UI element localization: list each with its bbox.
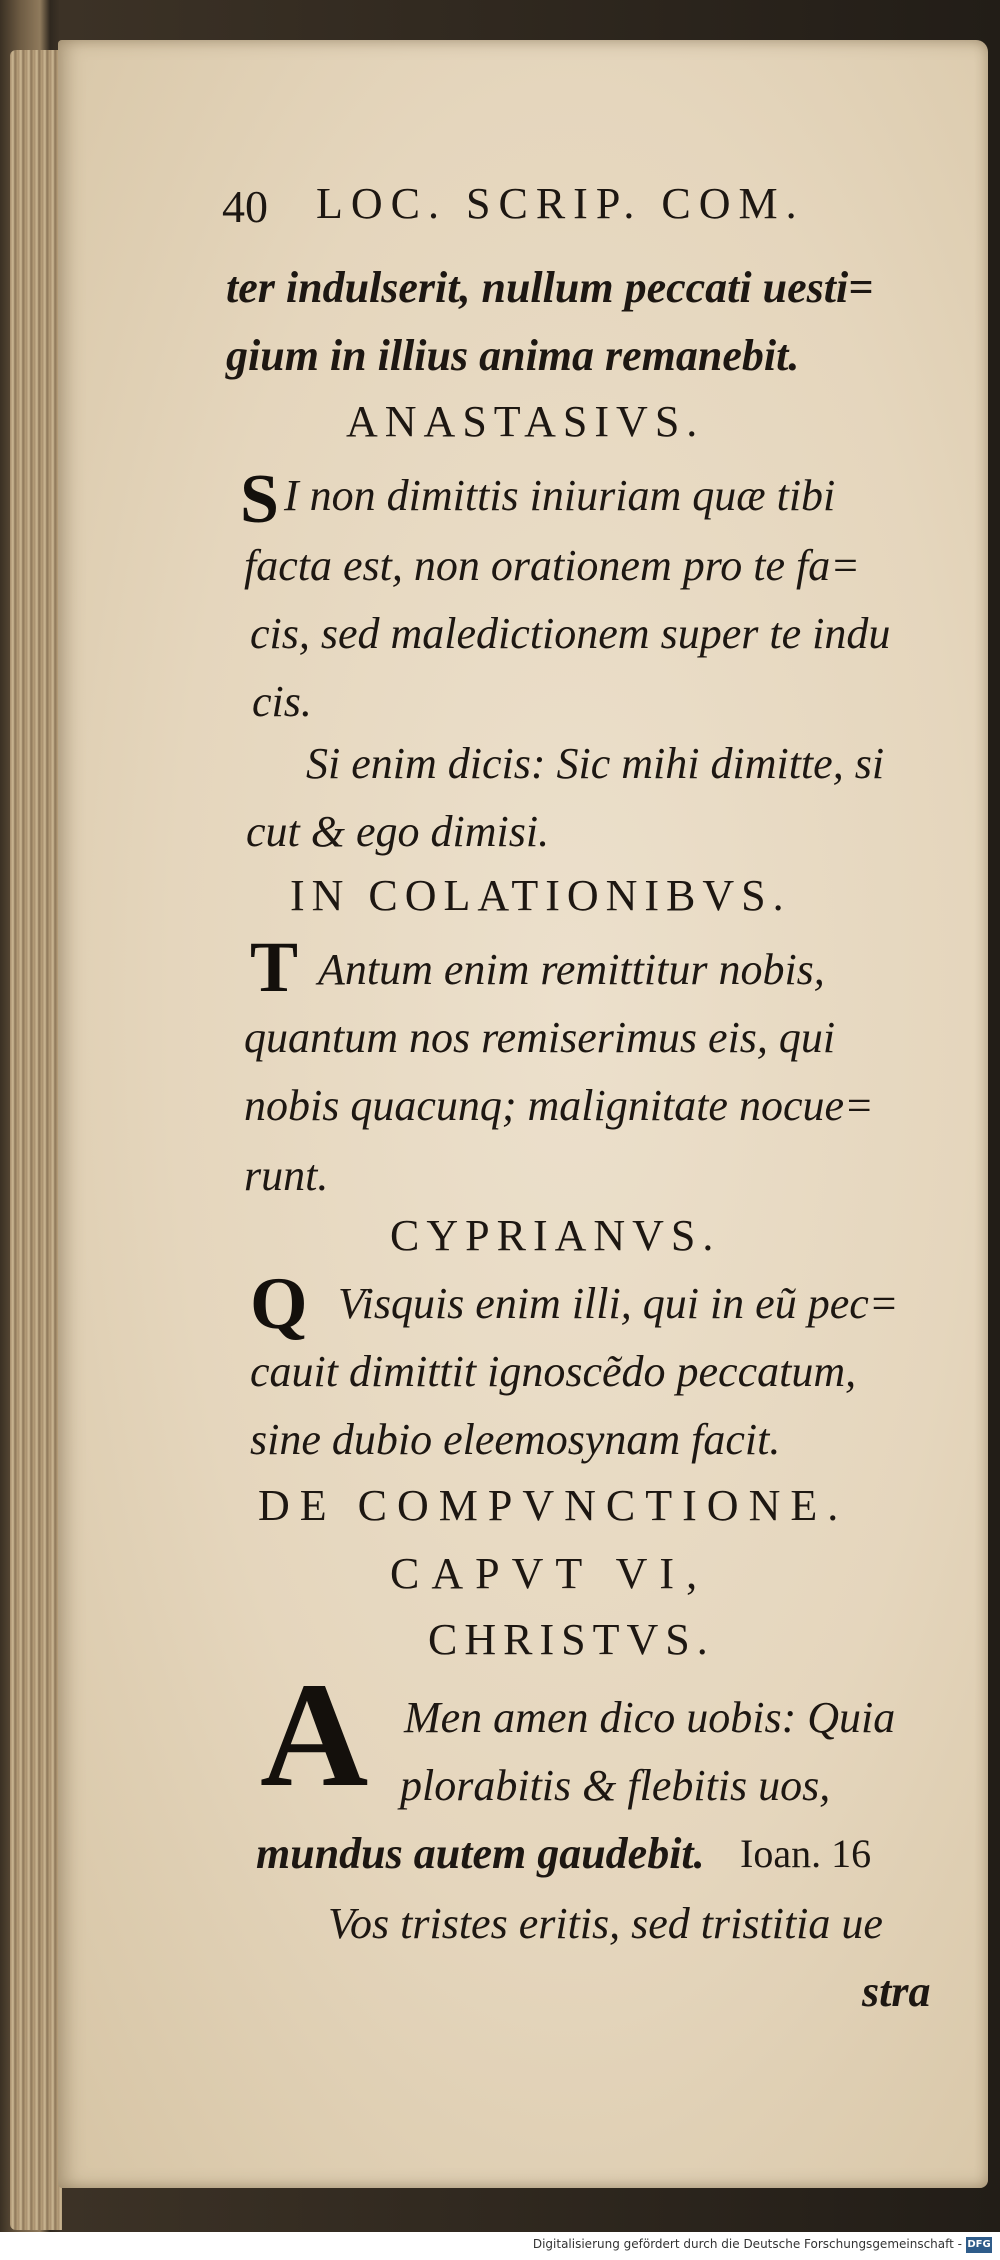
chapter-number: CAPVT VI, bbox=[390, 1549, 710, 1598]
text-line: cis, sed maledictionem super te indu bbox=[250, 609, 891, 658]
page-number: 40 bbox=[222, 181, 268, 232]
catchword: stra bbox=[862, 1967, 931, 2016]
text-line: plorabitis & flebitis uos, bbox=[400, 1761, 831, 1810]
text-line: mundus autem gaudebit. bbox=[256, 1829, 705, 1878]
text-line: gium in illius anima remanebit. bbox=[226, 331, 800, 380]
section-heading: CYPRIANVS. bbox=[390, 1211, 721, 1260]
text-line: Vos tristes eritis, sed tristitia ue bbox=[328, 1899, 883, 1948]
text-line: nobis quacunq; malignitate nocue= bbox=[244, 1081, 874, 1130]
text-line: Antum enim remittitur nobis, bbox=[318, 945, 825, 994]
section-heading: IN COLATIONIBVS. bbox=[290, 871, 791, 920]
text-line: I non dimittis iniuriam quæ tibi bbox=[284, 471, 836, 520]
chapter-heading: DE COMPVNCTIONE. bbox=[258, 1481, 849, 1530]
text-line: quantum nos remiserimus eis, qui bbox=[244, 1013, 836, 1062]
running-title: LOC. SCRIP. COM. bbox=[316, 179, 805, 228]
text-line: cis. bbox=[252, 677, 312, 726]
text-line: Men amen dico uobis: Quia bbox=[404, 1693, 896, 1742]
initial-letter: A bbox=[260, 1652, 369, 1818]
text-line: cut & ego dimisi. bbox=[246, 807, 550, 856]
text-line: Si enim dicis: Sic mihi dimitte, si bbox=[306, 739, 885, 788]
footer-credit: Digitalisierung gefördert durch die Deutsche Forschungsgemeinschaft - bbox=[532, 2237, 962, 2251]
initial-letter: Q bbox=[250, 1263, 308, 1345]
margin-reference: Ioan. 16 bbox=[740, 1831, 872, 1876]
text-line: sine dubio eleemosynam facit. bbox=[250, 1415, 781, 1464]
text-line: cauit dimittit ignoscẽdo peccatum, bbox=[250, 1347, 857, 1396]
text-line: runt. bbox=[244, 1151, 329, 1200]
section-heading: ANASTASIVS. bbox=[346, 397, 705, 446]
section-heading: CHRISTVS. bbox=[428, 1615, 715, 1664]
dfg-logo-icon[interactable]: DFG bbox=[966, 2237, 992, 2253]
page-edges bbox=[10, 50, 62, 2230]
digitization-footer bbox=[0, 2232, 1000, 2260]
text-line: Visquis enim illi, qui in eũ pec= bbox=[338, 1279, 899, 1328]
initial-letter: S bbox=[240, 461, 279, 538]
initial-letter: T bbox=[250, 927, 299, 1007]
text-line: facta est, non orationem pro te fa= bbox=[244, 541, 860, 590]
text-line: ter indulserit, nullum peccati uesti= bbox=[226, 263, 874, 312]
